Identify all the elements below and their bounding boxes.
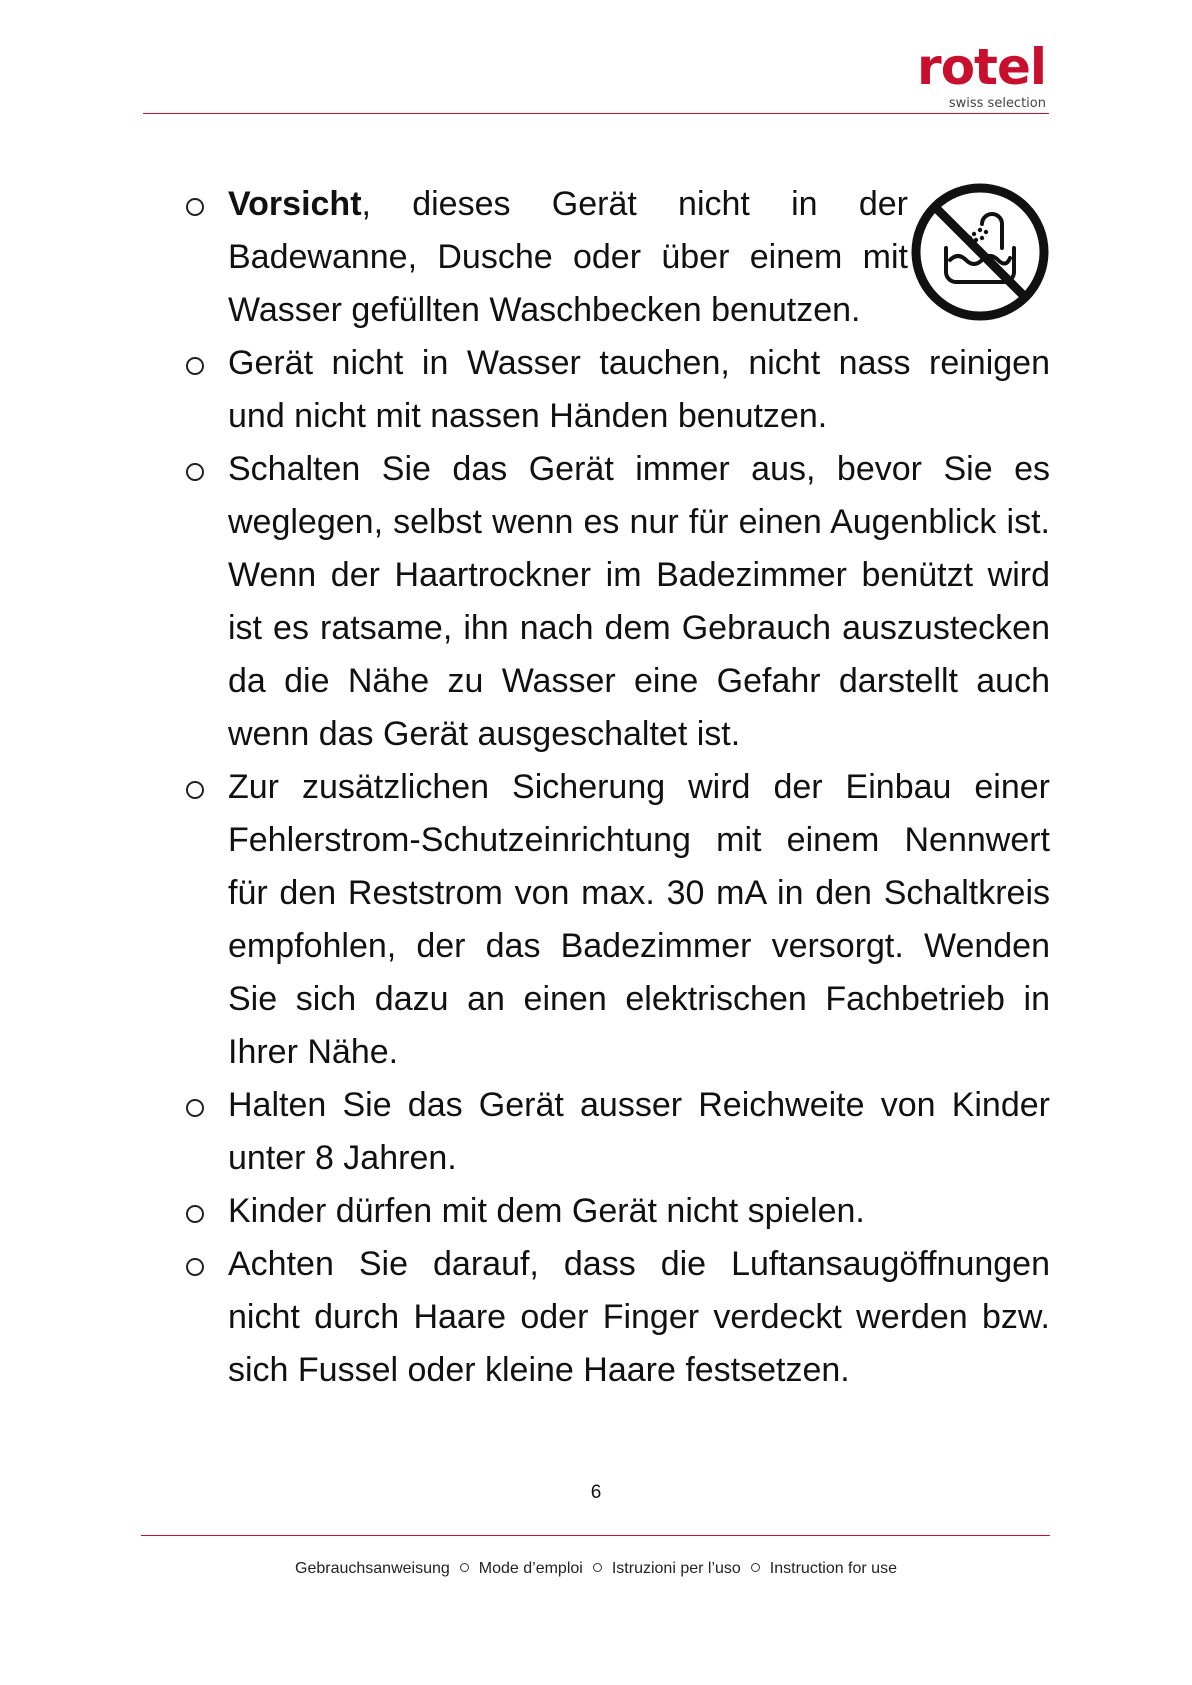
list-item-body: , dieses Gerät nicht in der Badewanne, Dusche oder über einem mit Wasser gefüllten Waschbecken benutzen. bbox=[228, 185, 908, 329]
caution-word: Vorsicht bbox=[228, 185, 362, 223]
list-item-text bbox=[228, 178, 908, 337]
header-divider bbox=[143, 113, 1049, 114]
bullet-icon bbox=[186, 1258, 204, 1276]
footer-divider bbox=[141, 1535, 1050, 1536]
bullet-icon bbox=[186, 463, 204, 481]
list-item-text: Zur zusätzlichen Sicherung wird der Einbau einer Fehlerstrom-Schutzeinrichtung mit einem Nennwert für den Reststrom von max. 30 mA in den Schaltkreis empfohlen, der das Badezimmer versorgt. Wenden Sie sich dazu an einen elektrischen Fachbetrieb in Ihrer Nähe. bbox=[228, 768, 1050, 1071]
brand-logo bbox=[878, 38, 1050, 114]
list-item-text: Schalten Sie das Gerät immer aus, bevor Sie es weglegen, selbst wenn es nur für einen Augenblick ist. Wenn der Haartrockner im Badezimmer benützt wird ist es ratsame, ihn nach dem Gebrauch auszustecken da die Nähe zu Wasser eine Gefahr darstellt auch wenn das Gerät ausgeschaltet ist. bbox=[228, 450, 1050, 753]
footer-label-it: Istruzioni per l’uso bbox=[611, 1560, 741, 1577]
footer-label-en: Instruction for use bbox=[769, 1560, 897, 1577]
bullet-icon bbox=[186, 357, 204, 375]
list-item bbox=[180, 178, 1050, 337]
bullet-icon bbox=[186, 781, 204, 799]
list-item bbox=[180, 443, 1050, 761]
footer-label-fr: Mode d’emploi bbox=[478, 1560, 583, 1577]
list-item bbox=[180, 1238, 1050, 1397]
list-item bbox=[180, 1079, 1050, 1185]
bullet-icon bbox=[186, 1205, 204, 1223]
footer-label-de: Gebrauchsanweisung bbox=[295, 1560, 450, 1577]
list-item-text: Kinder dürfen mit dem Gerät nicht spielen. bbox=[228, 1192, 865, 1230]
footer bbox=[0, 1560, 1192, 1578]
page-number: 6 bbox=[590, 1482, 602, 1503]
list-item bbox=[180, 1185, 1050, 1238]
separator-icon bbox=[593, 1563, 602, 1572]
list-item-text: Gerät nicht in Wasser tauchen, nicht nass reinigen und nicht mit nassen Händen benutzen. bbox=[228, 344, 1050, 435]
safety-instructions-list bbox=[180, 178, 1050, 1397]
bullet-icon bbox=[186, 1099, 204, 1117]
separator-icon bbox=[751, 1563, 760, 1572]
no-bath-shower-icon bbox=[910, 182, 1050, 322]
separator-icon bbox=[460, 1563, 469, 1572]
list-item bbox=[180, 337, 1050, 443]
list-item-text: Achten Sie darauf, dass die Luftansaugöffnungen nicht durch Haare oder Finger verdeckt werden bzw. sich Fussel oder kleine Haare festsetzen. bbox=[228, 1245, 1050, 1389]
list-item-text: Halten Sie das Gerät ausser Reichweite von Kinder unter 8 Jahren. bbox=[228, 1086, 1050, 1177]
bullet-icon bbox=[186, 198, 204, 216]
logo-tagline: swiss selection bbox=[948, 96, 1046, 111]
list-item bbox=[180, 761, 1050, 1079]
logo-wordmark: rotel bbox=[917, 38, 1046, 96]
